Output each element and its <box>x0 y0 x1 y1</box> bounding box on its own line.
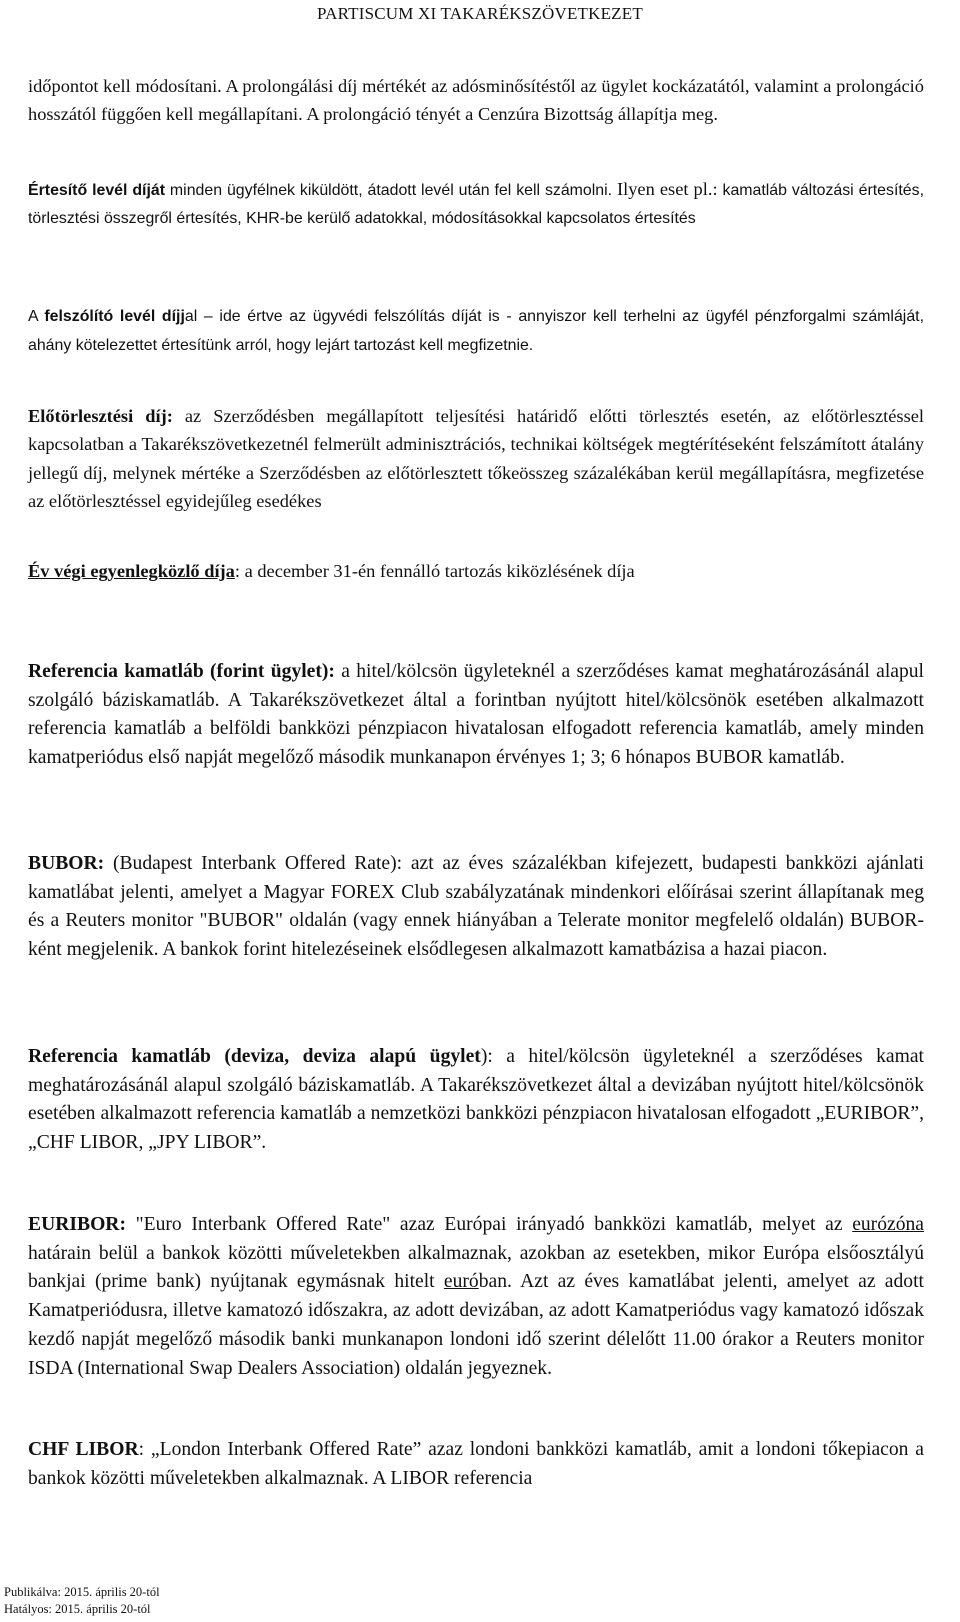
paragraph-bubor <box>28 850 924 965</box>
paragraph-text: az Szerződésben megállapított teljesítési határidő előtti törlesztés esetén, az előtörlesztéssel kapcsolatban a Takarékszövetkezetnél felmerült adminisztrációs, technikai költségek megtérítéseként felszámított átalány jellegű díj, melynek mértéke a Szerződésben az előtörlesztett tőkeösszeg százalékában kerül megállapításra, megfizetése az előtörlesztéssel egyidejűleg esedékes <box>28 406 924 511</box>
footer-effective: Hatályos: 2015. április 20-tól <box>4 1602 151 1616</box>
term-chf-libor: CHF LIBOR <box>28 1439 139 1460</box>
paragraph-text: "Euro Interbank Offered Rate" azaz Európai irányadó bankközi kamatláb, melyet az <box>125 1214 853 1235</box>
term-reminder-fee-underlined: j <box>180 308 185 325</box>
paragraph-year-end-fee <box>28 557 924 585</box>
term-reference-rate-fx: Referencia kamatláb (deviza, deviza alapú ügylet <box>28 1046 481 1067</box>
paragraph-text: időpontot kell módosítani. A prolongálási díj mértékét az adósminősítéstől az ügylet kockázatától, valamint a prolongáció hosszától függően kell megállapítani. A prolongáció tényét a Cenzúra Bizottság állapítja meg. <box>28 76 924 125</box>
paragraph-euribor <box>28 1211 924 1383</box>
paragraph-text: : „London Interbank Offered Rate” azaz londoni bankközi kamatláb, amit a londoni tőkepiacon a bankok közötti műveletekben alkalmaznak. A LIBOR referencia <box>28 1439 924 1489</box>
paragraph-reference-rate-huf <box>28 658 924 773</box>
paragraph-reminder-fee <box>28 303 924 360</box>
paragraph-text: al – ide értve az ügyvédi felszólítás díját is - annyiszor kell terhelni az ügyfél pénzforgalmi számláját, ahány kötelezettet értesítünk arról, hogy lejárt tartozást kell megfizetnie. <box>28 308 924 354</box>
footer-published: Publikálva: 2015. április 20-tól <box>4 1585 160 1599</box>
paragraph-text: minden ügyfélnek kiküldött, átadott levél után fel kell számolni. <box>165 182 617 199</box>
term-bubor: BUBOR: <box>28 853 105 874</box>
paragraph-prepayment-fee <box>28 402 924 515</box>
paragraph-text: : a hitel/kölcsön ügyleteknél a szerződéses kamat meghatározásánál alapul szolgáló báziskamatláb. A Takarékszövetkezet által a devizában nyújtott hitel/kölcsönök esetében alkalmazott referencia kamatláb a nemzetközi bankközi pénzpiacon hivatalosan elfogadott „EURIBOR”, „CHF LIBOR, „JPY LIBOR”. <box>28 1046 924 1154</box>
paragraph-text: ) <box>480 1046 488 1067</box>
paragraph-text: kamatláb változási értesítés, törlesztési összegről értesítés, KHR-be kerülő adatokkal, módosításokkal kapcsolatos értesítés <box>28 182 924 227</box>
paragraph-chf-libor <box>28 1436 924 1493</box>
page-header-title: PARTISCUM XI TAKARÉKSZÖVETKEZET <box>317 4 643 23</box>
paragraph-reference-rate-fx <box>28 1043 924 1158</box>
paragraph-text: A <box>28 308 45 325</box>
paragraph-text: a hitel/kölcsön ügyleteknél a szerződéses kamat meghatározásánál alapul szolgáló báziskamatláb. A Takarékszövetkezet által a forintban nyújtott hitel/kölcsönök esetében alkalmazott referencia kamatláb a belföldi bankközi pénzpiacon hivatalosan elfogadott referencia kamatláb, amely minden kamatperiódus első napját megelőző második munkanapon érvényes 1; 3; 6 hónapos BUBOR kamatláb. <box>28 661 924 769</box>
link-eurozone[interactable]: eurózóna <box>852 1214 924 1235</box>
paragraph-text: : a december 31-én fennálló tartozás kiközlésének díja <box>234 561 635 581</box>
link-euro[interactable]: euró <box>443 1271 479 1293</box>
paragraph-notice-fee <box>28 175 924 233</box>
paragraph-text: ban. Azt az éves kamatlábat jelenti, amelyet az adott Kamatperiódusra, illetve kamatozó időszakra, az adott devizában, az adott Kamatperiódus vagy kamatozó időszak kezdő napját megelőző második banki munkanapon londoni idő szerint délelőtt 11.00 órakor a Reuters monitor ISDA (International Swap Dealers Association) oldalán jegyeznek. <box>28 1271 924 1379</box>
term-reminder-fee: felszólító levél díj <box>44 308 181 325</box>
paragraph-text-serif: Ilyen eset pl.: <box>616 179 718 199</box>
paragraph-text: (Budapest Interbank Offered Rate): azt az éves százalékban kifejezett, budapesti bankközi ajánlati kamatlábat jelenti, amelyet a Magyar FOREX Club szabályzatának mindenkori előírásai szerint állapítanak meg és a Reuters monitor "BUBOR" oldalán (vagy ennek hiányában a Telerate monitor megfelelő oldalán) BUBOR-ként megjelenik. A bankok forint hitelezéseinek elsődlegesen alkalmazott kamatbázisa a hazai piacon. <box>28 853 924 961</box>
term-reference-rate-huf: Referencia kamatláb (forint ügylet): <box>28 661 335 682</box>
paragraph-prolongation <box>28 72 924 129</box>
paragraph-text: határain belül a bankok közötti műveletekben alkalmaznak, azokban az esetekben, mikor Európa elsőosztályú bankjai (prime bank) nyújtanak egymásnak hitelt <box>28 1242 924 1293</box>
term-prepayment-fee: Előtörlesztési díj: <box>28 406 173 426</box>
term-notice-fee: Értesítő levél díját <box>28 182 166 199</box>
term-year-end-fee: Év végi egyenlegközlő díja <box>28 561 235 581</box>
term-euribor: EURIBOR: <box>28 1214 126 1235</box>
